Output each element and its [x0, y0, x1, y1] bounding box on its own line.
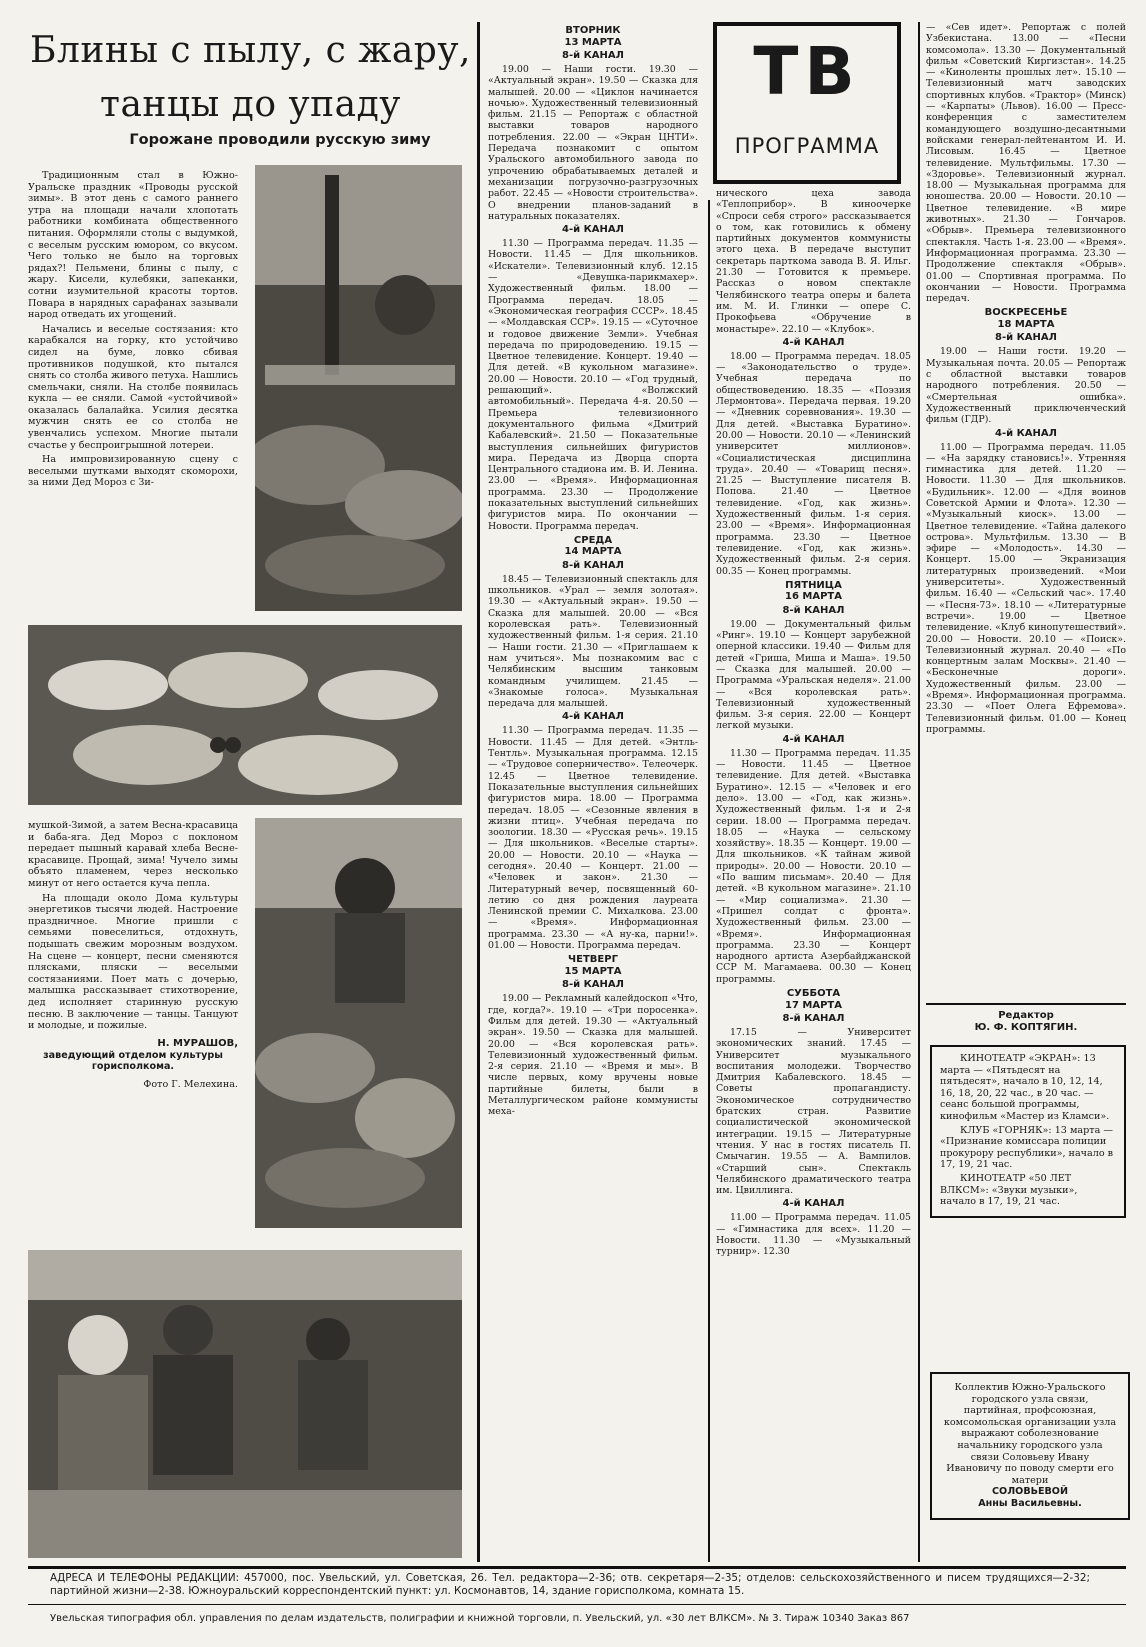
schedule-text: 19.00 — Наши гости. 19.20 — Музыкальная почта. 20.05 — Репортаж с областной выставки товаров народного потребления. 20.50 — «Смертельная ошибка». Художественный приключенческий фильм (ГДР).: [926, 346, 1126, 426]
schedule-text: 19.00 — Наши гости. 19.30 — «Актуальный экран». 19.50 — Сказка для малышей. 20.00 — «Циклон начинается ночью». Художественный телевизионный фильм. 21.15 — Репортаж с областной выставки товаров народного потребления. 22.00 — «Экран ЦНТИ». Передача познакомит с опытом Уральского автомобильного завода по упрочению обрабатываемых деталей и механизации погрузочно-разгрузочных работ. 22.45 — «Новости строительства». О внедрении планов-заданий в натуральных показателях.: [488, 64, 698, 222]
schedule-text: 19.00 — Документальный фильм «Ринг». 19.10 — Концерт зарубежной оперной классики. 19.40 — Фильм для детей «Гриша, Миша и Маша». 19.50 — Сказка для малышей. 20.00 — Программа «Уральская неделя». 21.00 — «Вся королевская рать». Телевизионный художественный фильм. 3-я серия. 22.00 — Концерт легкой музыки.: [716, 618, 911, 732]
condolence-name-2: Анны Васильевны.: [978, 1497, 1082, 1509]
article-body-2: [28, 820, 238, 1090]
schedule-text: 18.45 — Телевизионный спектакль для школьников. «Урал — земля золотая». 19.30 — «Актуальный экран». 19.50 — Сказка для малышей. 20.00 — «Вся королевская рать». Телевизионный художественный фильм. 1-я серия. 21.10 — Наши гости. 21.30 — «Приглашаем к нам учиться». Мы познакомим вас с Челябинским высшим танковым командным училищем. 21.45 — «Знакомые голоса». Музыкальная передача для малышей.: [488, 573, 698, 710]
footer-address: АДРЕСА И ТЕЛЕФОНЫ РЕДАКЦИИ: 457000, пос. Увельский, ул. Советская, 26. Тел. редактора—2-36; отв. секретаря—2-35; отделов: сельскохозяйственного и писем трудящихся—2-32; партийной жизни—2-38. Южноуральский корреспондентский пункт: ул. Космонавтов, 14, здание горисполкома, комната 15.: [50, 1572, 1090, 1597]
editor-block: [926, 1010, 1126, 1034]
editor-label: Редактор: [998, 1010, 1054, 1021]
footer-rule: [28, 1566, 1126, 1569]
article-paragraph: Начались и веселые состязания: кто карабкался на горку, кто устойчиво сидел на буме, ловко сбивая противников подушкой, кто пытался снять со столба живого петуха. Нашлись смельчаки, сняли. На столбе появилась кукла — ее сняли. Самой «устойчивой» оказалась балалайка. Усилия десятка мужчин снять ее со столба не увенчались успехом. Многие пытали счастье у беспроигрышной лотереи.: [28, 323, 238, 451]
schedule-text: 11.00 — Программа передач. 11.05 — «Гимнастика для всех». 11.20 — Новости. 11.30 — «Музыкальный турнир». 12.30: [716, 1212, 911, 1258]
schedule-text: 11.30 — Программа передач. 11.35 — Новости. 11.45 — Цветное телевидение. Для детей. «Выставка Буратино». 12.15 — «Человек и его дело». 13.00 — «Год, как жизнь». Художественный фильм. 1-я и 2-я серии. 18.00 — Программа передач. 18.05 — «Наука — сельскому хозяйству». 18.35 — Концерт. 19.00 — Для школьников. «К тайнам живой природы». 20.00 — Новости. 20.10 — «По вашим письмам». 20.40 — Для детей. «В кукольном магазине». 21.10 — «Мир социализма». 21.30 — «Пришел солдат с фронта». Художественный фильм. 23.00 — «Время». Информационная программа. 23.30 — Концерт народного артиста Азербайджанской ССР М. Магамаева. 00.30 — Конец программы.: [716, 747, 911, 985]
day-heading: СУББОТА: [786, 988, 841, 999]
schedule-text: нического цеха завода «Теплоприбор». В киноочерке «Спроси себя строго» рассказывается о том, как готовились к обмену партийных документов коммунисты этого цеха. В передаче выступит секретарь парткома завода В. Я. Ильг. 21.30 — Готовится к премьере. Рассказ о новом спектакле Челябинского театра оперы и балета им. М. И. Глинки — опере С. Прокофьева «Обручение в монастыре». 22.10 — «Клубок».: [716, 188, 911, 335]
schedule-text: 11.30 — Программа передач. 11.35 — Новости. 11.45 — Для школьников. «Искатели». Телевизионный клуб. 12.15 — «Девушка-парикмахер». Художественный фильм. 18.00 — Программа передач. 18.05 — «Экономическая география СССР». 18.45 — «Молдавская ССР». 19.15 — «Суточное и годовое движение Земли». Учебная передача по природоведению. 19.15 — Цветное телевидение. Концерт. 19.40 — Для детей. «В кукольном магазине». 20.00 — Новости. 20.10 — «Год трудный, решающий». «Волжский автомобильный». Передача 4-я. 20.50 — Премьера телевизионного документального фильма «Дмитрий Кабалевский». 21.50 — Показательные выступления сильнейших фигуристов мира. Передача из Дворца спорта Центрального стадиона им. В. И. Ленина. 23.00 — «Время». Информационная программа. 23.30 — Продолжение показательных выступлений сильнейших фигуристов мира. По окончании — Новости. Программа передач.: [488, 238, 698, 532]
column-divider: [708, 200, 710, 1562]
channel-heading: 8-й КАНАЛ: [782, 604, 845, 616]
day-heading: ЧЕТВЕРГ: [568, 954, 618, 966]
article-body-1: [28, 170, 238, 492]
footer-printer: Увельская типография обл. управления по делам издательств, полиграфии и книжной торговли, п. Увельский, ул. «30 лет ВЛКСМ». № 3. Тираж 10340 Заказ 867: [50, 1613, 910, 1624]
channel-heading: 8-й КАНАЛ: [562, 559, 624, 571]
day-date: 15 МАРТА: [564, 965, 622, 977]
editor-rule: [926, 1003, 1126, 1005]
schedule-text: 11.30 — Программа передач. 11.35 — Новости. 11.45 — Для детей. «Энтль-Тентль». Музыкальная программа. 12.15 — «Трудовое соперничество». Телеочерк. 12.45 — Цветное телевидение. Показательные выступления сильнейших фигуристов мира. 18.00 — Программа передач. 18.05 — «Сезонные явления в жизни птиц». Учебная передача по зоологии. 18.30 — «Русская речь». 19.15 — Для школьников. «Веселые старты». 20.00 — Новости. 20.10 — «Наука — сегодня». 20.40 — Концерт. 21.00 — «Человек и закон». 21.30 — Литературный вечер, посвященный 60-летию со дня рождения лауреата Ленинской премии С. Михалкова. 23.00 — «Время». Информационная программа. 23.30 — «А ну-ка, парни!». 01.00 — Новости. Программа передач.: [488, 725, 698, 952]
condolence-text: Коллектив Южно-Уральского городского узла связи, партийная, профсоюзная, комсомольская организации узла выражают соболезнование начальнику городского узла связи Соловьеву Ивану Ивановичу по поводу смерти его матери: [943, 1382, 1117, 1486]
day-heading: ВОСКРЕСЕНЬЕ: [984, 307, 1068, 319]
article-paragraph: На площади около Дома культуры энергетиков тысячи людей. Настроение праздничное. Многие пришли с семьями повеселиться, отдохнуть, подышать свежим морозным воздухом. На сцене — концерт, песни сменяются плясками, пляски — веселыми состязаниями. Поет мать с дочерью, малышка рассказывает стихотворение, дед исполняет старинную русскую песню. В заключение — танцы. Танцуют и молодые, и пожилые.: [28, 892, 238, 1032]
article-subhead: Горожане проводили русскую зиму: [129, 132, 431, 148]
article-paragraph: Традиционным стал в Южно-Уральске праздник «Проводы русской зимы». В этот день с самого раннего утра на площади начали хлопотать работники комбината общественного питания. Оформляли столы с выдумкой, с веселым русским юмором, со вкусом. Чего только не было на торговых рядах?! Пельмени, блины с пылу, с жару. Кисели, кулебяки, запеканки, сотни изумительной красоты тортов. Повара в нарядных сарафанах зазывали народ отведать их угощений.: [28, 170, 238, 321]
article-author-role: заведующий отделом культуры горисполкома.: [43, 1049, 223, 1073]
article-paragraph: На импровизированную сцену с веселыми шутками выходят скоморохи, за ними Дед Мороз с Зи-: [28, 454, 238, 489]
channel-heading: 4-й КАНАЛ: [995, 427, 1057, 439]
schedule-text: 18.00 — Программа передач. 18.05 — «Законодательство о труде». Учебная передача по обществоведению. 18.35 — «Поэзия Лермонтова». Передача первая. 19.20 — «Дневник соревнования». 19.30 — Для детей. «Выставка Буратино». 20.00 — Новости. 20.10 — «Ленинский университет миллионов». «Социалистическая дисциплина труда». 20.40 — «Товарищ песня». 21.25 — Выступление писателя В. Попова. 21.40 — Цветное телевидение. «Год, как жизнь». Художественный фильм. 1-я серия. 23.00 — «Время». Информационная программа. 23.30 — Цветное телевидение. «Год, как жизнь». Художественный фильм. 2-я серия. 00.35 — Конец программы.: [716, 350, 911, 577]
tv-program-box: [713, 22, 901, 184]
day-heading: ВТОРНИК: [565, 25, 621, 36]
photo-pancakes-stall: [255, 165, 462, 611]
schedule-text: 17.15 — Университет экономических знаний. 17.45 — Университет музыкального воспитания молодежи. Творчество Дмитрия Кабалевского. 18.45 — Советы пропагандисту. Экономическое сотрудничество братских стран. Развитие социалистической экономической интеграции. 19.15 — Литературные чтения. У нас в гостях писатель П. Смычагин. 19.55 — А. Вампилов. «Старший сын». Спектакль Челябинского драматического театра им. Цвиллинга.: [716, 1027, 911, 1197]
photo-stalls: [255, 818, 462, 1228]
photo-crowd: [28, 1250, 462, 1558]
channel-heading: 8-й КАНАЛ: [782, 1013, 845, 1024]
day-date: 17 МАРТА: [785, 999, 842, 1011]
cinema-item: КЛУБ «ГОРНЯК»: 13 марта — «Признание комиссара полиции прокурору республики», начало в 17, 19, 21 час.: [940, 1124, 1114, 1171]
condolence-notice: [930, 1372, 1130, 1520]
tv-box-subtitle: ПРОГРАММА: [734, 134, 880, 158]
tv-box-title: ТВ: [753, 33, 861, 110]
tv-column-3: [926, 22, 1126, 735]
channel-heading: 8-й КАНАЛ: [562, 50, 624, 61]
schedule-text: 11.00 — Программа передач. 11.05 — «На зарядку становись!». Утренняя гимнастика для детей. 11.20 — Новости. 11.30 — Для школьников. «Будильник». 12.00 — «Для воинов Советской Армии и Флота». 12.30 — «Музыкальный киоск». 13.00 — Цветное телевидение. «Тайна далекого острова». Мультфильм. 13.30 — В эфире — «Молодость». 14.30 — Концерт. 15.00 — Экранизация литературных произведений. «Мои университеты». Художественный фильм. 16.40 — «Сельский час». 17.40 — «Песня-73». 18.10 — «Литературные встречи». 19.00 — Цветное телевидение. «Клуб кинопутешествий». 20.00 — Новости. 20.10 — «Поиск». Телевизионный журнал. 20.40 — «По концертным залам Москвы». 21.40 — «Бесконечные дороги». Художественный фильм. 23.00 — «Время». Информационная программа. 23.30 — «Поет Олега Ефремова». Телевизионный фильм. 01.00 — Конец программы.: [926, 441, 1126, 735]
day-date: 13 МАРТА: [564, 36, 622, 48]
cinema-item: КИНОТЕАТР «50 ЛЕТ ВЛКСМ»: «Звуки музыки», начало в 17, 19, 21 час.: [940, 1172, 1078, 1208]
channel-heading: 4-й КАНАЛ: [782, 733, 845, 745]
condolence-name: СОЛОВЬЕВОЙ: [992, 1486, 1068, 1498]
footer-rule: [28, 1604, 1126, 1605]
channel-heading: 4-й КАНАЛ: [562, 224, 624, 236]
article-paragraph: мушкой-Зимой, а затем Весна-красавица и баба-яга. Дед Мороз с поклоном передает пышный каравай хлеба Весне-красавице. Прощай, зима! Чучело зимы объято пламенем, через несколько минут от него остается куча пепла.: [28, 820, 238, 889]
day-date: 14 МАРТА: [564, 546, 622, 558]
cinema-item: КИНОТЕАТР «ЭКРАН»: 13 марта — «Пятьдесят на пятьдесят», начало в 10, 12, 14, 16, 18, 20, 22 час., в 20 час. — сеанс большой программы, кинофильм «Мастер из Кламси».: [940, 1053, 1110, 1122]
channel-heading: 4-й КАНАЛ: [782, 1198, 845, 1210]
column-divider: [918, 22, 920, 1562]
channel-heading: 4-й КАНАЛ: [562, 711, 624, 723]
article-headline: Блины с пылу, с жару, танцы до упаду: [30, 30, 471, 125]
tv-column-1: [488, 22, 698, 1118]
column-divider: [477, 22, 480, 1562]
schedule-text: — «Сев идет». Репортаж с полей Узбекистана. 13.00 — «Песни комсомола». 13.30 — Документальный фильм «Советский Киргизстан». 14.25 — «Киноленты прошлых лет». 15.10 — Телевизионный матч заводских спортивных клубов. «Трактор» (Минск) — «Карпаты» (Львов). 16.00 — Пресс-конференция с заместителем командующего воздушно-десантными войсками генерал-лейтенантом И. И. Лисовым. 16.45 — Цветное телевидение. Мультфильмы. 17.30 — «Здоровье». Телевизионный журнал. 18.00 — Музыкальная программа для юношества. 20.00 — Новости. 20.10 — Цветное телевидение. «В мире животных». 21.30 — Гончаров. «Обрыв». Премьера телевизионного спектакля. Часть 1-я. 23.00 — «Время». Информационная программа. 23.30 — Продолжение спектакля «Обрыв». 01.00 — Спортивная программа. По окончании — Новости. Программа передач.: [926, 22, 1126, 305]
photo-credit: Фото Г. Мелехина.: [143, 1078, 238, 1090]
channel-heading: 8-й КАНАЛ: [562, 979, 624, 991]
channel-heading: 4-й КАНАЛ: [782, 336, 845, 348]
channel-heading: 8-й КАНАЛ: [995, 332, 1057, 344]
schedule-text: 19.00 — Рекламный калейдоскоп «Что, где, когда?». 19.10 — «Три поросенка». Фильм для детей. 19.30 — «Актуальный экран». 19.50 — Сказка для малышей. 20.00 — «Вся королевская рать». Телевизионный художественный фильм. 2-я серия. 21.10 — «Время и мы». В числе первых, кому вручены новые партийные билеты, были в Металлургическом районе коммунисты меха-: [488, 993, 698, 1118]
tv-column-2: [716, 188, 911, 1258]
day-date: 16 МАРТА: [785, 591, 842, 603]
editor-name: Ю. Ф. КОПТЯГИН.: [974, 1022, 1078, 1033]
cinema-listings: [930, 1045, 1126, 1218]
day-heading: ПЯТНИЦА: [785, 579, 842, 591]
day-heading: СРЕДА: [573, 534, 613, 546]
article-author: Н. МУРАШОВ,: [157, 1037, 238, 1049]
day-date: 18 МАРТА: [997, 318, 1055, 330]
photo-cakes: [28, 625, 462, 805]
